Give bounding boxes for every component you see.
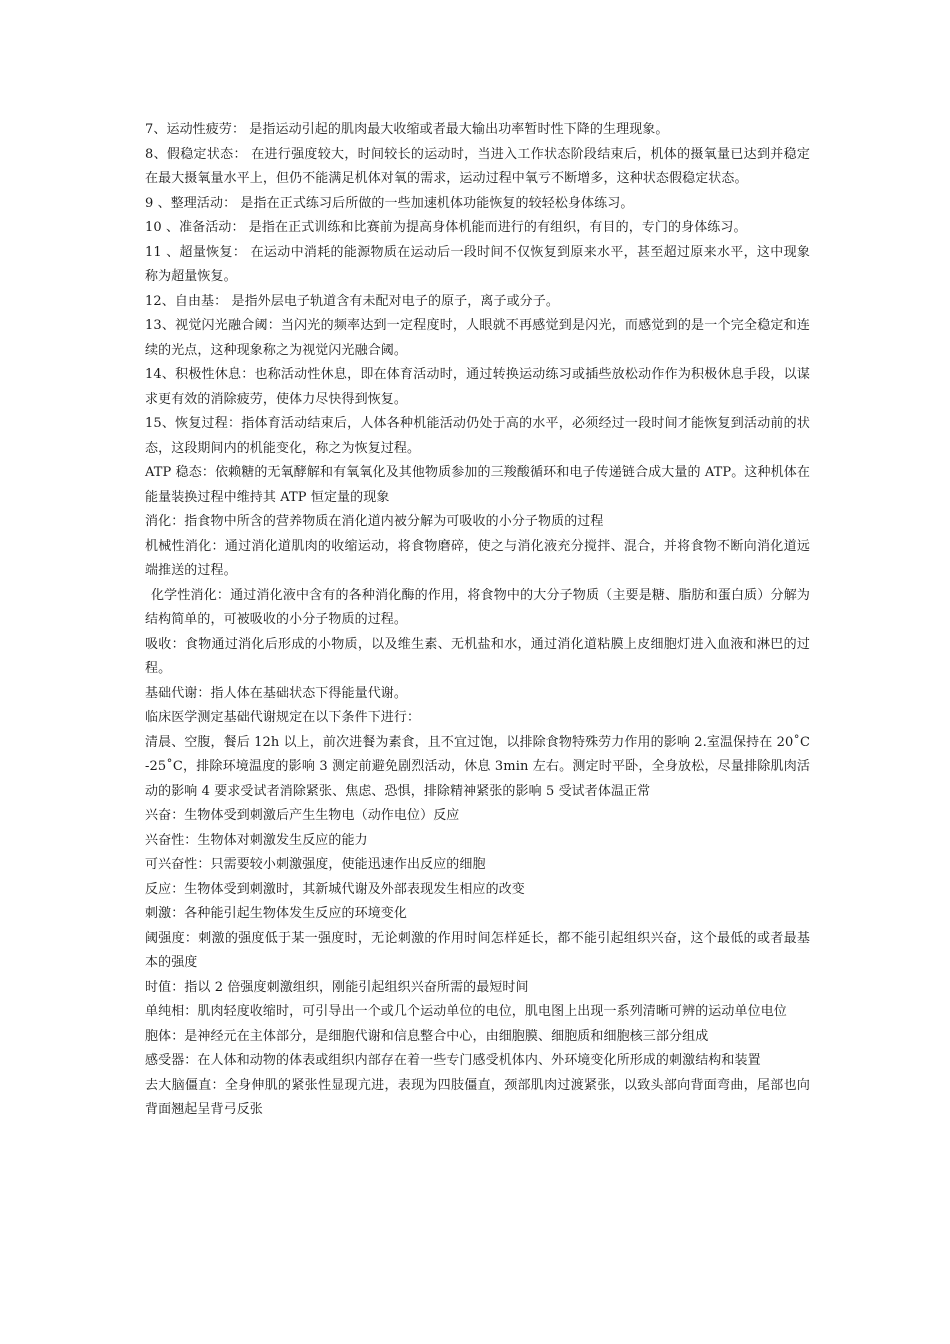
entry-excitability: 兴奋性：生物体对刺激发生反应的能力 bbox=[145, 832, 368, 848]
entry-decerebrate-rigidity: 去大脑僵直：全身伸肌的紧张性显现亢进，表现为四肢僵直，颈部肌肉过渡紧张，以致头部向背面弯曲，尾部也向背面翘起呈背弓反张 bbox=[145, 1077, 810, 1117]
entry-atp-homeostasis: ATP 稳态：依赖糖的无氧酵解和有氧氧化及其他物质参加的三羧酸循环和电子传递链合成大量的 ATP。这种机体在能量装换过程中维持其 ATP 恒定量的现象 bbox=[145, 465, 810, 505]
entry-chronaxie: 时值：指以 2 倍强度刺激组织，刚能引起组织兴奋所需的最短时间 bbox=[145, 979, 529, 995]
entry-flicker-fusion: 13、视觉闪光融合阈：当闪光的频率达到一定程度时，人眼就不再感觉到是闪光，而感觉到的是一个完全稳定和连续的光点，这种现象称之为视觉闪光融合阈。 bbox=[145, 318, 810, 358]
entry-response: 反应：生物体受到刺激时，其新城代谢及外部表现发生相应的改变 bbox=[145, 881, 525, 897]
document-body bbox=[145, 118, 810, 1123]
entry-warm-up: 10 、准备活动： 是指在正式训练和比赛前为提高身体机能而进行的有组织，有目的，专门的身体练习。 bbox=[145, 220, 747, 235]
entry-stimulus: 刺激：各种能引起生物体发生反应的环境变化 bbox=[145, 906, 408, 921]
entry-cell-body: 胞体：是神经元在主体部分，是细胞代谢和信息整合中心，由细胞膜、细胞质和细胞核三部分组成 bbox=[145, 1028, 709, 1044]
entry-chemical-digestion: 化学性消化：通过消化液中含有的各种消化酶的作用，将食物中的大分子物质（主要是糖、脂肪和蛋白质）分解为结构简单的，可被吸收的小分子物质的过程。 bbox=[145, 587, 810, 627]
entry-threshold-intensity: 阈强度：刺激的强度低于某一强度时，无论刺激的作用时间怎样延长，都不能引起组织兴奋，这个最低的或者最基本的强度 bbox=[145, 930, 810, 970]
entry-exercise-fatigue: 7、运动性疲劳： 是指运动引起的肌肉最大收缩或者最大输出功率暂时性下降的生理现象。 bbox=[145, 122, 669, 137]
entry-false-steady-state: 8、假稳定状态： 在进行强度较大，时间较长的运动时，当进入工作状态阶段结束后，机体的摄氧量已达到并稳定在最大摄氧量水平上，但仍不能满足机体对氧的需求，运动过程中氧亏不断增多，这种状态假稳定状态。 bbox=[145, 146, 810, 186]
entry-supercompensation: 11 、超量恢复： 在运动中消耗的能源物质在运动后一段时间不仅恢复到原来水平，甚至超过原来水平，这中现象称为超量恢复。 bbox=[145, 244, 810, 284]
entry-bmr-conditions: 清晨、空腹，餐后 12h 以上，前次进餐为素食，且不宜过饱，以排除食物特殊劳力作用的影响 2.室温保持在 20˚C-25˚C，排除环境温度的影响 3 测定前避免剧烈活动，休息 3min 左右。测定时平卧，全身放松，尽量排除肌肉活动的影响 4 要求受试者消除紧张、焦虑、恐惧，排除精神紧张的影响 5 受试者体温正常 bbox=[145, 734, 810, 799]
entry-active-rest: 14、积极性休息：也称活动性休息，即在体育活动时，通过转换运动练习或插些放松动作作为积极休息手段，以谋求更有效的消除疲劳，使体力尽快得到恢复。 bbox=[145, 367, 810, 407]
entry-free-radical: 12、自由基： 是指外层电子轨道含有未配对电子的原子，离子或分子。 bbox=[145, 293, 559, 309]
entry-excitable-cell: 可兴奋性：只需要较小刺激强度，使能迅速作出反应的细胞 bbox=[145, 857, 486, 872]
entry-digestion: 消化：指食物中所含的营养物质在消化道内被分解为可吸收的小分子物质的过程 bbox=[145, 514, 604, 529]
entry-excitation: 兴奋：生物体受到刺激后产生生物电（动作电位）反应 bbox=[145, 808, 460, 823]
entry-cool-down: 9 、整理活动： 是指在正式练习后所做的一些加速机体功能恢复的较轻松身体练习。 bbox=[145, 195, 634, 211]
entry-basal-metabolism: 基础代谢：指人体在基础状态下得能量代谢。 bbox=[145, 685, 408, 701]
entry-recovery-process: 15、恢复过程：指体育活动结束后，人体各种机能活动仍处于高的水平，必须经过一段时间才能恢复到活动前的状态，这段期间内的机能变化，称之为恢复过程。 bbox=[145, 416, 810, 456]
entry-bmr-conditions-heading: 临床医学测定基础代谢规定在以下条件下进行： bbox=[145, 710, 421, 725]
entry-simple-phase: 单纯相：肌肉轻度收缩时，可引导出一个或几个运动单位的电位，肌电图上出现一系列清晰可辨的运动单位电位 bbox=[145, 1004, 787, 1019]
entry-absorption: 吸收：食物通过消化后形成的小物质，以及维生素、无机盐和水，通过消化道粘膜上皮细胞灯进入血液和淋巴的过程。 bbox=[145, 636, 810, 676]
entry-mechanical-digestion: 机械性消化：通过消化道肌肉的收缩运动，将食物磨碎，使之与消化液充分搅拌、混合，并将食物不断向消化道远端推送的过程。 bbox=[145, 538, 810, 578]
entry-receptor: 感受器：在人体和动物的体表或组织内部存在着一些专门感受机体内、外环境变化所形成的刺激结构和装置 bbox=[145, 1053, 761, 1068]
